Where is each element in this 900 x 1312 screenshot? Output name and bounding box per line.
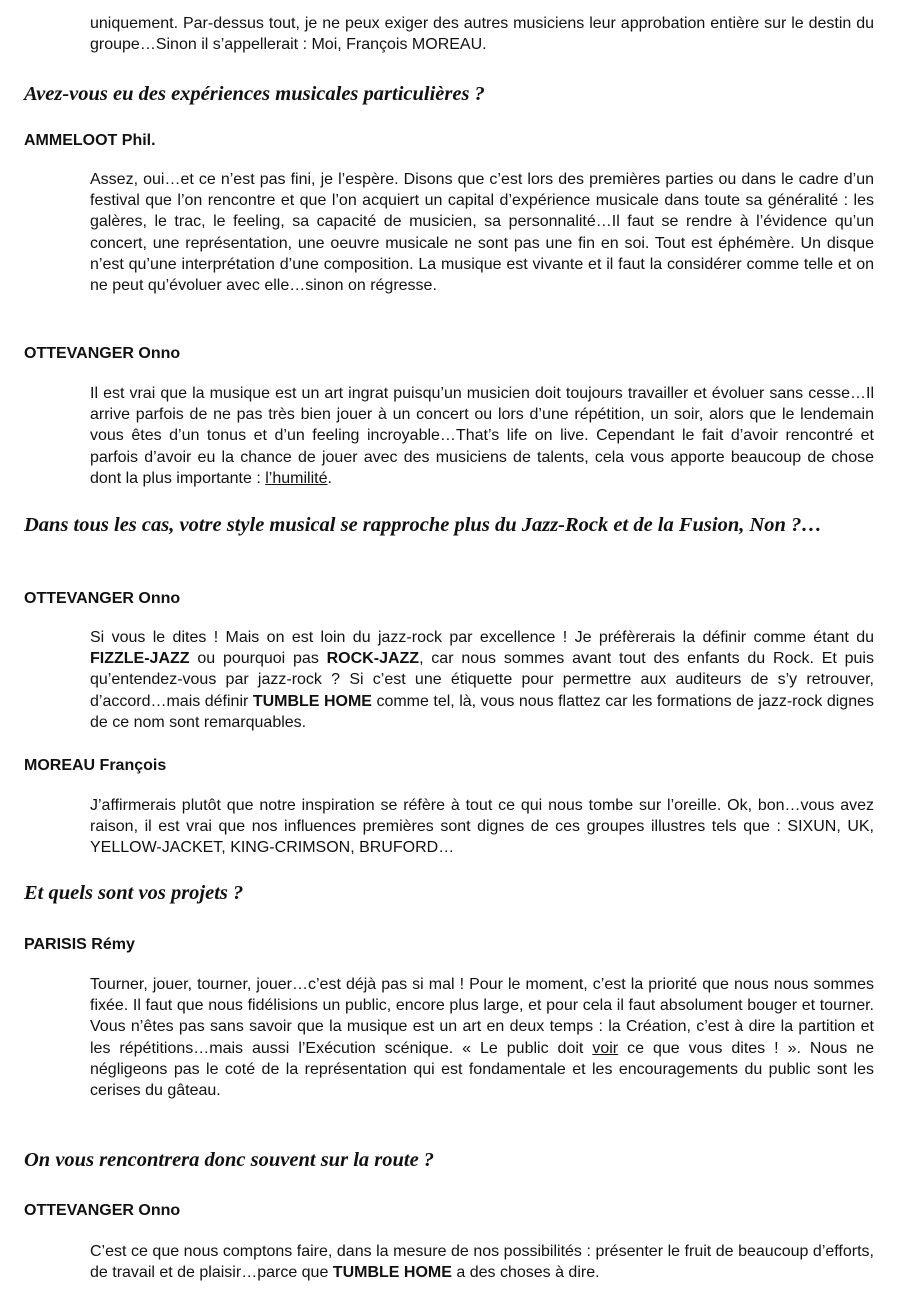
underlined-voir: voir bbox=[592, 1039, 619, 1057]
answer-ammeloot-experiences: Assez, oui…et ce n’est pas fini, je l’espère. Disons que c’est lors des premières parties ou dans le cadre d’un festival que l’on rencontre et que l’on acquiert un capital d’expérience musicale dans toute sa généralité : les galères, le trac, le feeling, sa capacité de musicien, sa personnalité…Il faut se rendre à l’évidence qu’un concert, une représentation, une oeuvre musicale ne sont pas une fin en soi. Tout est éphémère. Un disque n’est qu’une interprétation d’une composition. La musique est vivante et il faut la considérer comme telle et on ne peut qu’évoluer avec elle…sinon on régresse. bbox=[90, 171, 874, 295]
question-projets: Et quels sont vos projets ? bbox=[24, 882, 244, 904]
speaker-moreau: MOREAU François bbox=[24, 757, 167, 774]
answer-ottevanger-route: C’est ce que nous comptons faire, dans la mesure de nos possibilités : présenter le fruit de beaucoup d’efforts, de travail et de plaisir…parce que TUMBLE HOME a des choses à dire. bbox=[90, 1243, 874, 1282]
intro-paragraph: uniquement. Par-dessus tout, je ne peux exiger des autres musiciens leur approbation entière sur le destin du groupe…Sinon il s’appellerait : Moi, François MOREAU. bbox=[90, 15, 874, 54]
speaker-ottevanger-3: OTTEVANGER Onno bbox=[24, 1202, 181, 1219]
speaker-parisis: PARISIS Rémy bbox=[24, 936, 135, 953]
answer-moreau-style: J’affirmerais plutôt que notre inspiration se réfère à tout ce qui nous tombe sur l’oreille. Ok, bon…vous avez raison, il est vrai que nos influences premières sont dignes de ces groupes illustres tels que : SIXUN, UK, YELLOW-JACKET, KING-CRIMSON, BRUFORD… bbox=[90, 797, 874, 857]
speaker-ottevanger-2: OTTEVANGER Onno bbox=[24, 590, 181, 607]
speaker-ottevanger: OTTEVANGER Onno bbox=[24, 345, 181, 362]
question-experiences: Avez-vous eu des expériences musicales particulières ? bbox=[24, 83, 485, 105]
underlined-humilite: l’humilité bbox=[265, 469, 328, 487]
answer-parisis-projets: Tourner, jouer, tourner, jouer…c’est déjà pas si mal ! Pour le moment, c’est la priorité que nous nous sommes fixée. Il faut que nous fidélisions un public, encore plus large, et pour cela il faut absolument bouger et tourner. Vous n’êtes pas sans savoir que la musique est un art en deux temps : la Création, c’est à dire la partition et les répétitions…mais aussi l’Exécution scénique. « Le public doit voir ce que vous dites ! ». Nous ne négligeons pas le coté de la représentation qui est fondamentale et les encouragements du public sont les cerises du gâteau. bbox=[90, 976, 875, 1100]
band-name-tumble-home: TUMBLE HOME bbox=[252, 692, 372, 710]
question-style-musical: Dans tous les cas, votre style musical se rapproche plus du Jazz-Rock et de la Fusion, Non ?… bbox=[24, 514, 822, 536]
answer-ottevanger-style: Si vous le dites ! Mais on est loin du jazz-rock par excellence ! Je préfèrerais la définir comme étant du FIZZLE-JAZZ ou pourquoi pas ROCK-JAZZ, car nous sommes avant tout des enfants du Rock. Et puis qu’entendez-vous par jazz-rock ? Si c’est une étiquette pour permettre aux auditeurs de s’y retrouver, d’accord…mais définir TUMBLE HOME comme tel, là, vous nous flattez car les formations de jazz-rock dignes de ce nom sont remarquables. bbox=[90, 629, 875, 731]
term-fizzle-jazz: FIZZLE-JAZZ bbox=[90, 650, 190, 668]
question-route: On vous rencontrera donc souvent sur la route ? bbox=[24, 1149, 435, 1171]
answer-ottevanger-experiences: Il est vrai que la musique est un art ingrat puisqu’un musicien doit toujours travailler et évoluer sans cesse…Il arrive parfois de ne pas très bien jouer à un concert ou lors d’une répétition, un soir, alors que le lendemain vous êtes d’un tonus et d’un feeling incroyable…That’s life on live. Cependant le fait d’avoir rencontré et parfois d’avoir eu la chance de jouer avec des musiciens de talents, cela vous apporte beaucoup de chose dont la plus importante : l’humilité. bbox=[90, 385, 874, 487]
speaker-ammeloot: AMMELOOT Phil. bbox=[24, 132, 156, 149]
band-name-tumble-home-2: TUMBLE HOME bbox=[332, 1264, 452, 1282]
term-rock-jazz: ROCK-JAZZ bbox=[326, 650, 420, 668]
